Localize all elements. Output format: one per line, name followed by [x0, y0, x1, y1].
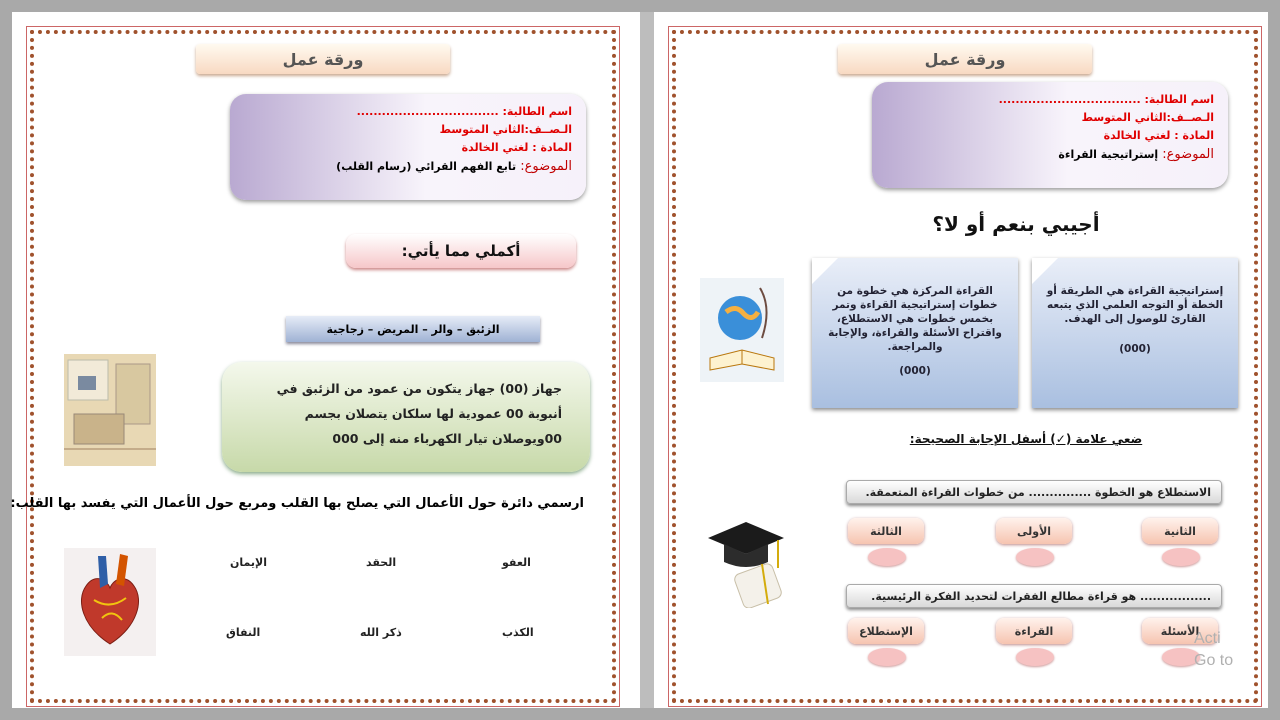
question-2-text: ................. هو قراءة مطالع الفقرات لتحديد الفكرة الرئيسية. [871, 589, 1211, 603]
watermark-line-1: Acti [1194, 630, 1221, 647]
card-1-text: إستراتيجية القراءة هي الطريقة أو الخطة أو التوجه العلمي الذي يتبعه القارئ للوصول إلى الهدف. [1046, 285, 1224, 325]
hospital-room-image [64, 354, 156, 466]
question-2-bar [846, 584, 1222, 608]
right-student-info-box [872, 82, 1228, 188]
yes-no-title: أجيبي بنعم أو لا؟ [932, 212, 1100, 236]
right-topic-value: إستراتيجية القراءة [1058, 148, 1159, 161]
right-worksheet-page [672, 30, 1258, 703]
q2-option-survey[interactable]: الإستطلاع [848, 618, 924, 644]
right-name-label: اسم الطالبة: .................................. [998, 93, 1214, 106]
paragraph-box [222, 362, 590, 472]
q1-answer-oval-3[interactable] [868, 548, 906, 566]
word-lying: الكذب [502, 626, 534, 639]
card-1-answer: (000) [1119, 343, 1151, 355]
question-1-text: الاستطلاع هو الخطوة ............... من خطوات القراءة المتعمقة. [865, 485, 1211, 499]
card-2-answer: (000) [899, 365, 931, 377]
document-frame [12, 12, 1268, 708]
tick-instruction: ضعي علامة (✓) أسفل الإجابة الصحيحة: [909, 432, 1143, 446]
q1-option-first[interactable]: الأولى [996, 518, 1072, 544]
left-class-label: الـصــف:الثاني المتوسط [439, 123, 572, 136]
q2-option-reading[interactable]: القراءة [996, 618, 1072, 644]
left-page-title: ورقة عمل [196, 44, 450, 74]
paragraph-line-2: أنبوبة 00 عمودية لها سلكان يتصلان بجسم [304, 406, 562, 421]
activation-watermark [1194, 628, 1254, 672]
paragraph-line-1: جهاز (00) جهاز يتكون من عمود من الزئبق في [276, 381, 562, 396]
left-student-info-box [230, 94, 586, 200]
left-subject-label: المادة : لغتي الخالدة [461, 141, 572, 154]
right-class-label: الـصــف:الثاني المتوسط [1081, 111, 1214, 124]
q2-answer-oval-2[interactable] [1016, 648, 1054, 666]
question-1-bar [846, 480, 1222, 504]
draw-instruction: ارسمي دائرة حول الأعمال التي يصلح بها القلب ومربع حول الأعمال التي يفسد بها القلب: [10, 496, 584, 511]
left-topic-label: الموضوع: [520, 159, 572, 174]
left-name-label: اسم الطالبة: .................................. [356, 105, 572, 118]
left-topic-line [244, 159, 572, 174]
paragraph-line-3: 00ويوصلان تيار الكهرباء منه إلى 000 [332, 431, 562, 446]
q2-answer-oval-3[interactable] [868, 648, 906, 666]
word-hatred: الحقد [366, 556, 397, 569]
watermark-line-2: Go to [1194, 652, 1234, 669]
yes-no-card-2 [812, 258, 1018, 408]
word-remembrance: ذكر الله [360, 626, 402, 639]
word-hypocrisy: النفاق [226, 626, 261, 639]
graduation-cap-image [698, 504, 794, 608]
q2-option-questions[interactable]: الأسئلة [1142, 618, 1218, 644]
q1-answer-oval-1[interactable] [1162, 548, 1200, 566]
yes-no-card-1 [1032, 258, 1238, 408]
word-faith: الإيمان [230, 556, 267, 569]
left-topic-value: تابع الفهم القرائي (رسام القلب) [336, 160, 517, 173]
q1-option-third[interactable]: الثالثة [848, 518, 924, 544]
right-page-title: ورقة عمل [838, 44, 1092, 74]
right-topic-line [886, 147, 1214, 162]
word-bank-box [286, 316, 540, 342]
heart-anatomy-image [64, 548, 156, 656]
card-2-text: القراءة المركزة هي خطوة من خطوات إستراتيجية القراءة وتمر بخمس خطوات هي الاستطلاع، واقتراح الأسئلة والقراءة، والإجابة والمراجعة. [828, 285, 1002, 353]
right-topic-label: الموضوع: [1162, 147, 1214, 162]
page-gutter [640, 12, 654, 708]
right-subject-label: المادة : لغتي الخالدة [1103, 129, 1214, 142]
q1-answer-oval-2[interactable] [1016, 548, 1054, 566]
word-pardon: العفو [502, 556, 531, 569]
left-worksheet-page [10, 30, 616, 703]
q1-option-second[interactable]: الثانية [1142, 518, 1218, 544]
complete-title-box [346, 234, 576, 268]
book-globe-image [700, 278, 784, 382]
complete-title: أكملي مما يأتي: [401, 242, 521, 260]
word-bank-text: الزئبق – والر – المريض – زجاجية [326, 322, 500, 336]
